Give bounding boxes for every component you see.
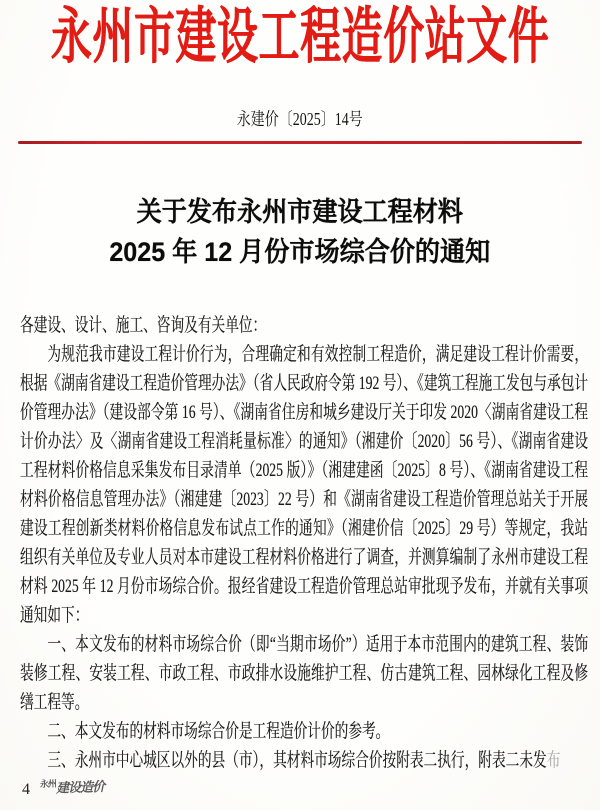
page-number: 4 (22, 781, 30, 798)
letterhead-rule (18, 141, 582, 144)
paragraph-basis: 为规范我市建设工程计价行为，合理确定和有效控制工程造价，满足建设工程计价需要，根据《湖南省建设工程造价管理办法》（省人民政府令第 192 号）、《建筑工程施工发包与承包计价管理办法》（建设部令第 16 号）、《湖南省住房和城乡建设厅关于印发 2020〈湖南省建设工程计价办法〉及〈湖南省建设工程消耗量标准〉的通知》（湘建价〔2020〕56 号）、《湖南省建设工程材料价格信息采集发布目录清单（2025 版）》（湘建建函〔2025〕8 号）、《湖南省建设工程材料价格信息管理办法》（湘建建〔2023〕22 号）和《湖南省建设工程造价管理总站关于开展建设工程创新类材料价格信息发布试点工作的通知》（湘建价信〔2025〕29 号）等规定，我站组织有关单位及专业人员对本市建设工程材料价格进行了调查，并测算编制了永州市建设工程材料 2025 年 12 月份市场综合价。报经省建设工程造价管理总站审批现予发布，并就有关事项通知如下： (20, 344, 589, 626)
doc-title-line2: 2025 年 12 月份市场综合价的通知 (109, 237, 491, 267)
salutation: 各建设、设计、施工、咨询及有关单位： (20, 315, 267, 336)
cost-station-logo (40, 775, 105, 797)
letterhead (0, 2, 600, 74)
logo-suffix: 建设造价 (55, 779, 105, 797)
document-body (20, 311, 588, 775)
doc-number: 永建价〔2025〕14号 (237, 109, 363, 129)
doc-number-row (0, 108, 600, 130)
paragraph-item-2: 二、本文发布的材料市场综合价是工程造价计价的参考。 (47, 721, 390, 742)
paragraph-item-3 (20, 746, 588, 775)
paragraph-item-1: 一、本文发布的材料市场综合价（即“当期市场价”）适用于本市范围内的建筑工程、装饰装修工程、安装工程、市政工程、市政排水设施维护工程、仿古建筑工程、园林绿化工程及修缮工程等。 (20, 634, 589, 713)
clipped-character: 布 (546, 750, 561, 771)
doc-title-block (0, 192, 600, 272)
logo-prefix: 永州 (39, 779, 57, 791)
letterhead-title: 永州市建设工程造价站文件 (50, 4, 550, 71)
doc-title (110, 192, 491, 272)
paragraph-item-3-text: 三、永州市中心城区以外的县（市），其材料市场综合价按附表二执行，附表二未发 (47, 750, 547, 771)
doc-title-line1: 关于发布永州市建设工程材料 (136, 197, 464, 227)
